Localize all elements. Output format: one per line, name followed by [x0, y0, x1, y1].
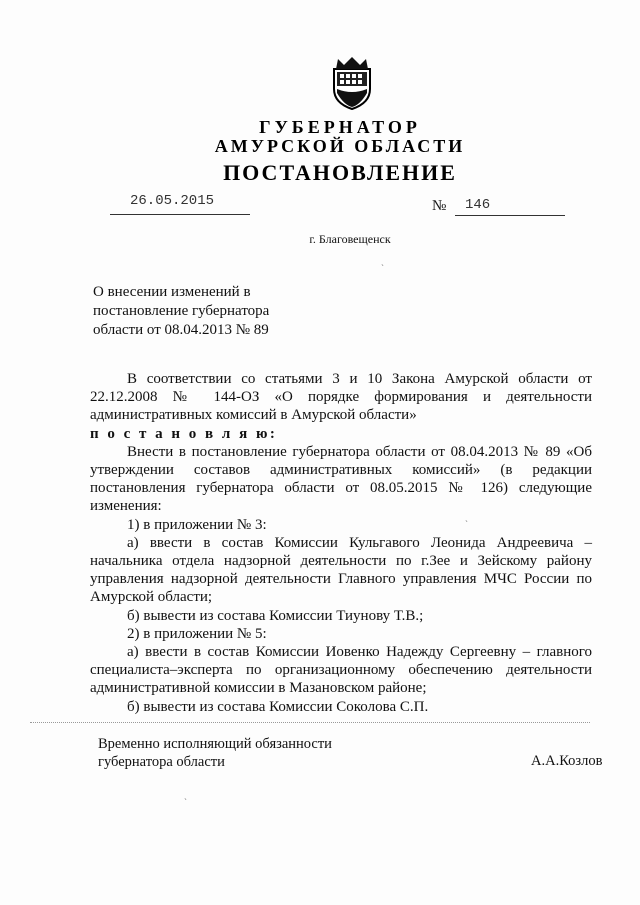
city-name: г. Благовещенск — [309, 232, 391, 246]
number-label: № — [432, 198, 447, 214]
scan-dotted-line — [30, 722, 590, 723]
document-number: 146 — [465, 197, 491, 213]
item-2a: а) ввести в состав Комиссии Иовенко Надежду Сергеевну – главного специалиста–эксперта по организационному обеспечению деятельности административной комиссии в Мазановском районе; — [90, 644, 592, 697]
scan-speck: ˏ — [184, 790, 187, 800]
scan-speck: ˏ — [381, 256, 384, 266]
scan-speck: ˎ — [465, 512, 468, 522]
item-1a: а) ввести в состав Комиссии Кульгавого Леонида Андреевича – начальника отдела надзорной деятельности по г.Зее и Зейскому району управления надзорной деятельности Главного управления МЧС России по Амурской области; — [90, 534, 592, 606]
authority-title: ГУБЕРНАТОР — [259, 117, 421, 137]
item-2b: б) вывести из состава Комиссии Соколова С.П. — [127, 698, 429, 715]
decree-word: п о с т а н о в л я ю: — [90, 425, 278, 442]
authority-region: АМУРСКОЙ ОБЛАСТИ — [214, 136, 466, 156]
document-date: 26.05.2015 — [130, 193, 215, 209]
document-body — [90, 370, 592, 716]
date-underline — [110, 214, 250, 215]
coat-of-arms-icon — [330, 55, 374, 111]
item-2: 2) в приложении № 5: — [127, 625, 267, 642]
number-underline — [455, 215, 565, 216]
intro-paragraph: В соответствии со статьями 3 и 10 Закона Амурской области от 22.12.2008 № 144-ОЗ «О порядке формирования и деятельности административных комиссий в Амурской области» — [90, 371, 592, 424]
main-paragraph: Внести в постановление губернатора области от 08.04.2013 № 89 «Об утверждении составов административных комиссий» (в редакции постановления губернатора области от 08.05.2015 № 126) следующие изменения: — [90, 443, 592, 515]
document-type: ПОСТАНОВЛЕНИЕ — [223, 160, 457, 185]
signatory-position: Временно исполняющий обязанности губернатора области — [98, 736, 332, 770]
document-subject: О внесении изменений в постановление губернатора области от 08.04.2013 № 89 — [93, 284, 270, 338]
signatory-name: А.А.Козлов — [531, 753, 603, 769]
item-1: 1) в приложении № 3: — [127, 516, 267, 533]
item-1b: б) вывести из состава Комиссии Тиунову Т.В.; — [127, 607, 424, 624]
